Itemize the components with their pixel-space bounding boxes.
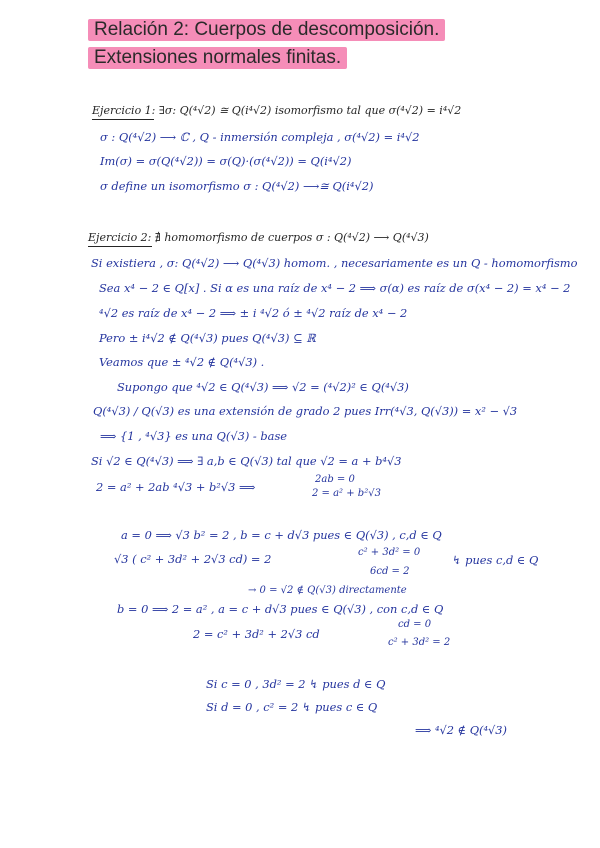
- system-equation: 2ab = 0: [315, 474, 355, 485]
- page-subtitle: Extensiones normales finitas.: [88, 47, 347, 69]
- exercise-2-line: Sea x⁴ − 2 ∈ Q[x] . Si α es una raíz de x⁴ − 2 ⟹ σ(α) es raíz de σ(x⁴ − 2) = x⁴ − 2: [99, 281, 571, 295]
- exercise-2-line: ⟹ {1 , ⁴√3} es una Q(√3) - base: [100, 429, 288, 443]
- exercise-2-line: a = 0 ⟹ √3 b² = 2 , b = c + d√3 pues ∈ Q(√3) , c,d ∈ Q: [121, 528, 442, 542]
- exercise-2-line: Pero ± i⁴√2 ∉ Q(⁴√3) pues Q(⁴√3) ⊆ ℝ: [99, 331, 316, 345]
- exercise-2-line: Si d = 0 , c² = 2 ↯ pues c ∈ Q: [206, 700, 378, 714]
- exercise-2-line: Si c = 0 , 3d² = 2 ↯ pues d ∈ Q: [206, 677, 386, 691]
- exercise-1-statement: Ejercicio 1: ∃σ: Q(⁴√2) ≅ Q(i⁴√2) isomorfismo tal que σ(⁴√2) = i⁴√2: [92, 104, 462, 117]
- exercise-2-line: Si existiera , σ: Q(⁴√2) ⟶ Q(⁴√3) homom. , necesariamente es un Q - homomorfismo: [91, 256, 578, 270]
- exercise-2-line: b = 0 ⟹ 2 = a² , a = c + d√3 pues ∈ Q(√3) , con c,d ∈ Q: [117, 602, 444, 616]
- conclusion: ⟹ ⁴√2 ∉ Q(⁴√3): [415, 723, 507, 737]
- exercise-2-line: √3 ( c² + 3d² + 2√3 cd) = 2: [114, 552, 272, 566]
- exercise-2-line: ⁴√2 es raíz de x⁴ − 2 ⟹ ± i ⁴√2 ó ± ⁴√2 raíz de x⁴ − 2: [99, 306, 408, 320]
- system-equation: c² + 3d² = 2: [388, 637, 451, 648]
- exercise-2-line: 2 = a² + 2ab ⁴√3 + b²√3 ⟹: [96, 480, 256, 494]
- system-equation: 2 = a² + b²√3: [312, 488, 381, 499]
- contradiction-note: ↯ pues c,d ∈ Q: [452, 553, 539, 567]
- exercise-2-line: Q(⁴√3) / Q(√3) es una extensión de grado 2 pues Irr(⁴√3, Q(√3)) = x² − √3: [93, 404, 518, 418]
- arrow-annotation: → 0 = √2 ∉ Q(√3) directamente: [248, 585, 407, 596]
- system-equation: cd = 0: [398, 619, 432, 630]
- exercise-1-underline: [92, 119, 154, 120]
- system-equation: c² + 3d² = 0: [358, 547, 421, 558]
- exercise-2-line: Veamos que ± ⁴√2 ∉ Q(⁴√3) .: [99, 355, 265, 369]
- exercise-2-line: 2 = c² + 3d² + 2√3 cd: [193, 627, 320, 641]
- exercise-2-underline: [88, 246, 152, 247]
- exercise-1-line: σ define un isomorfismo σ : Q(⁴√2) ⟶≅ Q(i⁴√2): [100, 179, 374, 193]
- exercise-1-line: σ : Q(⁴√2) ⟶ ℂ , Q - inmersión compleja , σ(⁴√2) = i⁴√2: [100, 130, 420, 144]
- exercise-2-line: Si √2 ∈ Q(⁴√3) ⟹ ∃ a,b ∈ Q(√3) tal que √2 = a + b⁴√3: [91, 454, 402, 468]
- exercise-1-line: Im(σ) = σ(Q(⁴√2)) = σ(Q)·(σ(⁴√2)) = Q(i⁴√2): [100, 154, 352, 168]
- exercise-2-line: Supongo que ⁴√2 ∈ Q(⁴√3) ⟹ √2 = (⁴√2)² ∈ Q(⁴√3): [117, 380, 409, 394]
- system-equation: 6cd = 2: [370, 566, 410, 577]
- page-title: Relación 2: Cuerpos de descomposición.: [88, 19, 445, 41]
- exercise-2-statement: Ejercicio 2: ∄ homomorfismo de cuerpos σ : Q(⁴√2) ⟶ Q(⁴√3): [88, 231, 429, 244]
